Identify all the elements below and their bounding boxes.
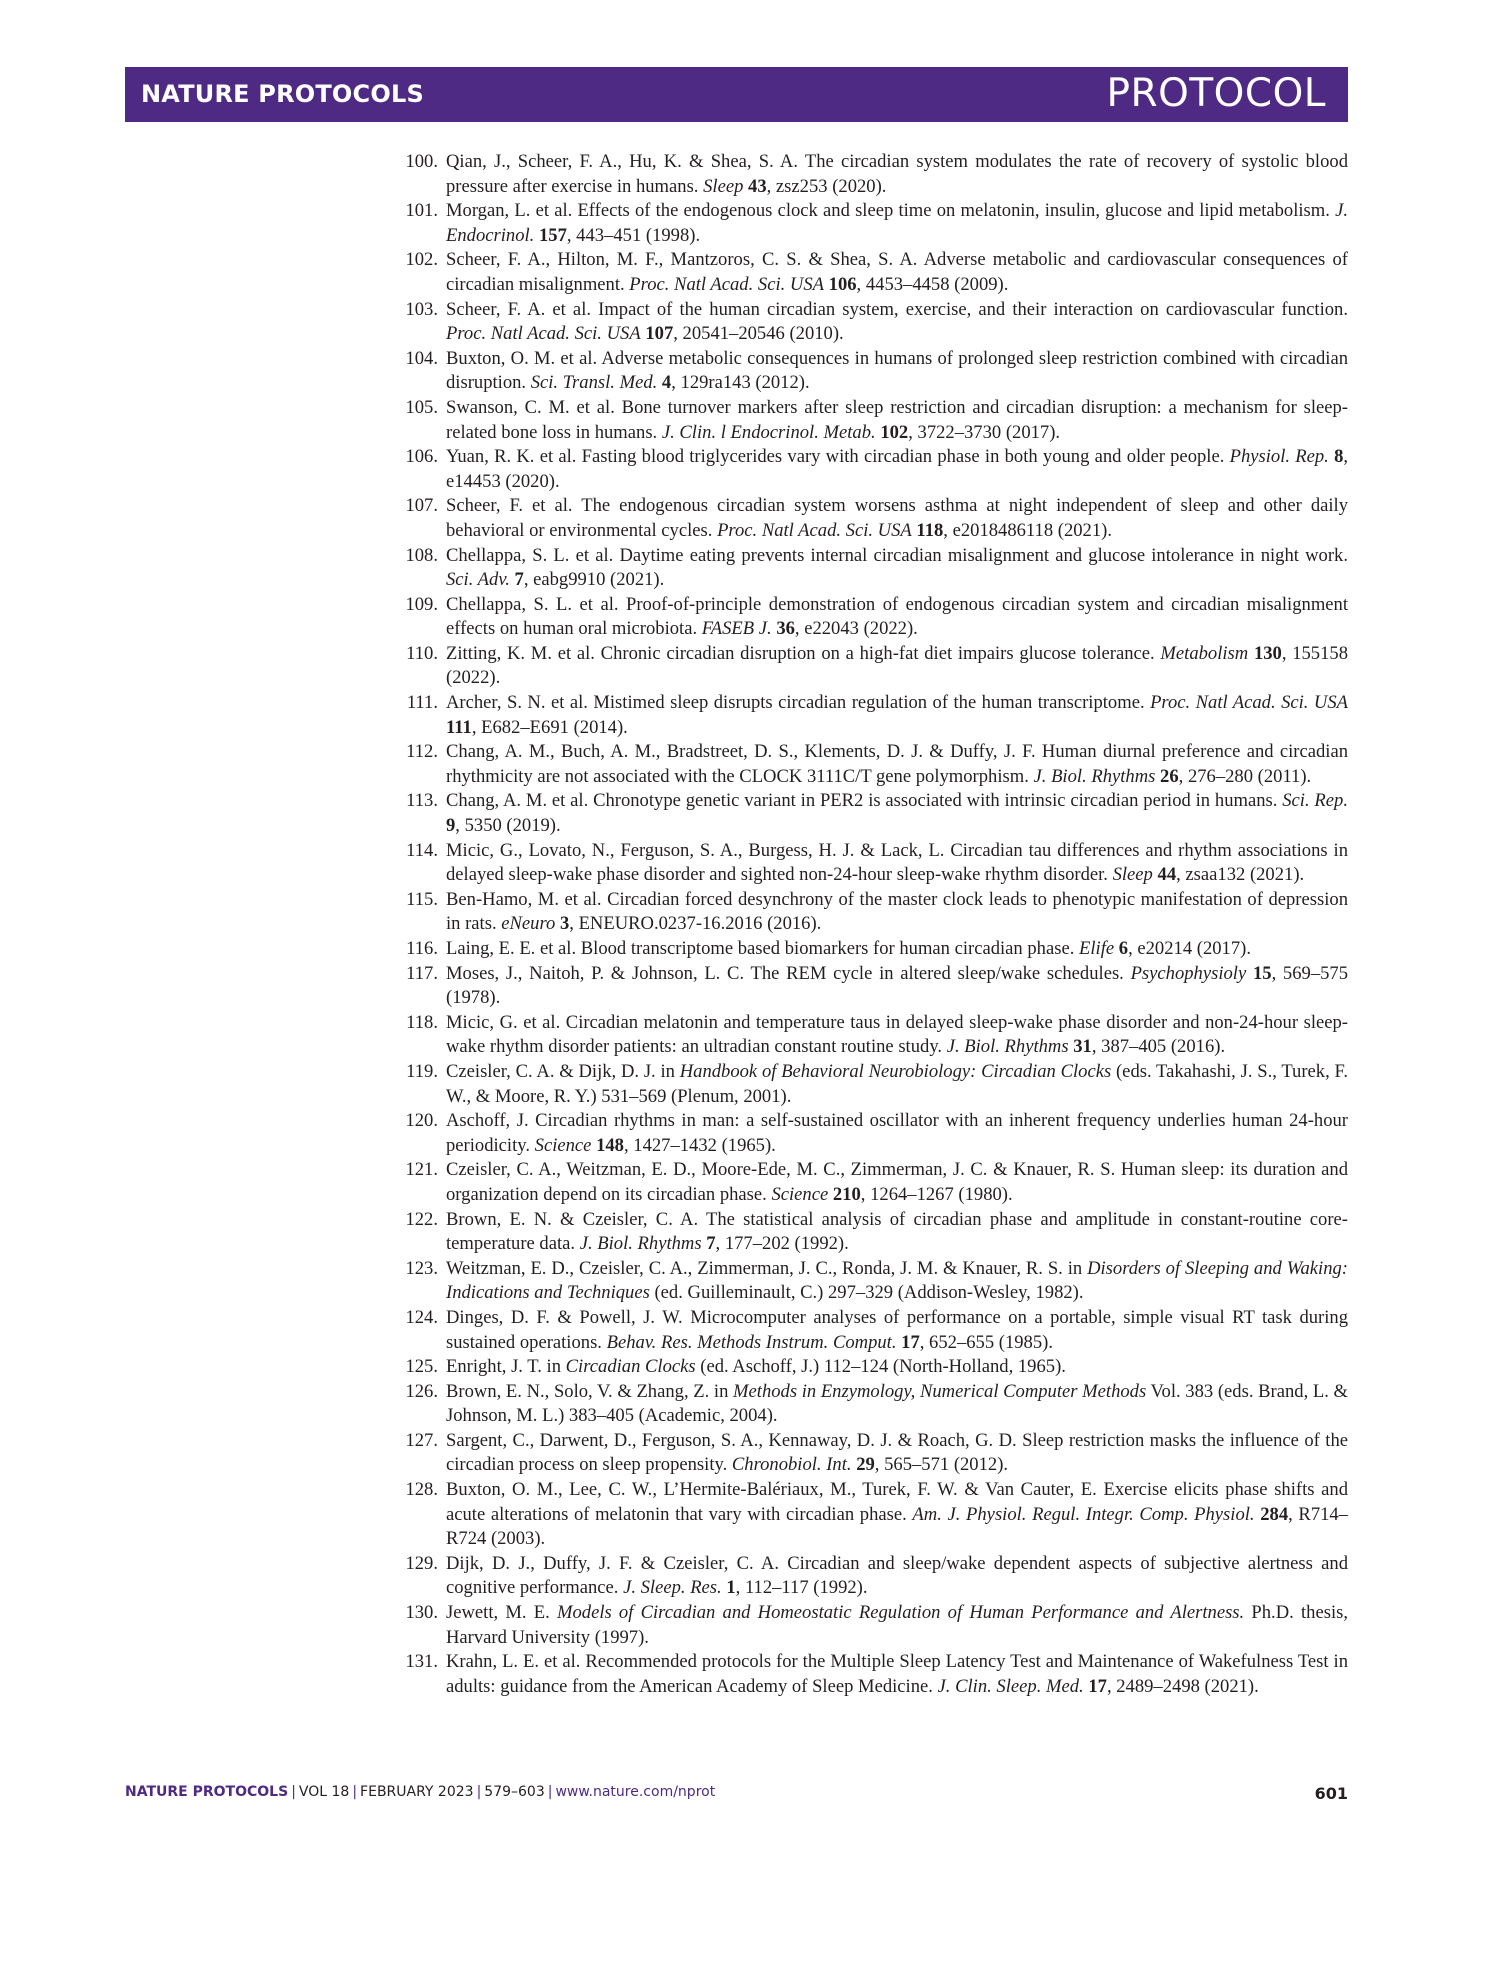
reference-item	[400, 396, 1348, 445]
reference-text: Chellappa, S. L. et al. Proof-of-principle demonstration of endogenous circadian system and circadian misalignment effects on human oral microbiota.	[446, 593, 1348, 640]
reference-item	[400, 691, 1348, 740]
reference-text: , 276–280 (2011).	[1178, 765, 1312, 787]
reference-journal-title: Metabolism	[1160, 642, 1249, 664]
reference-text: , e14453 (2020).	[446, 446, 1349, 492]
reference-item	[400, 199, 1348, 248]
reference-text: Czeisler, C. A., Weitzman, E. D., Moore-Ede, M. C., Zimmerman, J. C. & Knauer, R. S. Human sleep: its duration and organization depend on its circadian phase.	[446, 1159, 1348, 1205]
reference-number: 107.	[405, 495, 438, 517]
reference-item	[400, 1109, 1348, 1158]
reference-text: (ed. Aschoff, J.) 112–124 (North-Holland, 1965).	[695, 1356, 1066, 1378]
reference-number: 108.	[405, 544, 438, 566]
reference-item	[400, 1429, 1348, 1478]
footer-separator: |	[352, 1784, 358, 1800]
reference-text: , 3722–3730 (2017).	[908, 421, 1061, 443]
reference-journal-title: Science	[771, 1183, 829, 1205]
reference-number: 106.	[405, 446, 438, 468]
reference-number: 102.	[405, 249, 438, 271]
reference-journal-title: Behav. Res. Methods Instrum. Comput.	[606, 1331, 897, 1353]
reference-journal-title: Proc. Natl Acad. Sci. USA	[446, 323, 641, 345]
reference-journal-title: Sci. Transl. Med.	[530, 372, 658, 394]
reference-volume: 31	[1073, 1036, 1092, 1058]
reference-volume: 9	[446, 815, 456, 837]
reference-text: Buxton, O. M., Lee, C. W., L’Hermite-Balériaux, M., Turek, F. W. & Van Cauter, E. Exercise elicits phase shifts and acute alterations of melatonin that vary with circadian phase.	[446, 1479, 1348, 1525]
reference-text: , 5350 (2019).	[455, 815, 561, 837]
reference-text: , zsz253 (2020).	[766, 175, 887, 197]
reference-text: Chellappa, S. L. et al. Daytime eating prevents internal circadian misalignment and glucose intolerance in night work.	[446, 544, 1348, 566]
reference-number: 125.	[405, 1356, 438, 1378]
reference-text: Buxton, O. M. et al. Adverse metabolic consequences in humans of prolonged sleep restriction combined with circadian disruption.	[446, 347, 1348, 394]
reference-number: 121.	[405, 1159, 438, 1181]
reference-text: Micic, G., Lovato, N., Ferguson, S. A., Burgess, H. J. & Lack, L. Circadian tau differences and rhythm associations in delayed sleep-wake phase disorder and sighted non-24-hour sleep-wake rhythm disorder.	[446, 839, 1348, 886]
reference-text: Jewett, M. E.	[446, 1602, 557, 1624]
reference-journal-title: Methods in Enzymology, Numerical Computer Methods	[733, 1380, 1147, 1402]
reference-item	[400, 789, 1348, 838]
journal-header-bar	[125, 67, 1348, 122]
reference-journal-title: Sci. Rep.	[1282, 790, 1348, 812]
reference-item	[400, 248, 1348, 297]
reference-item	[400, 347, 1348, 396]
reference-journal-title: Physiol. Rep.	[1229, 446, 1329, 468]
reference-text: Dinges, D. F. & Powell, J. W. Microcomputer analyses of performance on a portable, simple visual RT task during sustained operations.	[446, 1306, 1348, 1353]
reference-journal-title: Science	[534, 1134, 592, 1156]
reference-volume: 36	[776, 618, 795, 640]
reference-text: Laing, E. E. et al. Blood transcriptome based biomarkers for human circadian phase.	[446, 938, 1080, 959]
reference-text: Morgan, L. et al. Effects of the endogenous clock and sleep time on melatonin, insulin, glucose and lipid metabolism.	[446, 200, 1336, 222]
reference-text: , 177–202 (1992).	[715, 1233, 849, 1255]
reference-text: , ENEURO.0237-16.2016 (2016).	[569, 913, 822, 935]
reference-text: Ben-Hamo, M. et al. Circadian forced desynchrony of the master clock leads to phenotypic manifestation of depression in rats.	[446, 888, 1348, 935]
reference-journal-title: Sci. Adv.	[446, 569, 510, 591]
footer-volume: VOL 18	[298, 1784, 350, 1800]
reference-text: , 1264–1267 (1980).	[860, 1183, 1013, 1205]
reference-text: , 652–655 (1985).	[919, 1331, 1053, 1353]
reference-number: 118.	[406, 1011, 438, 1033]
reference-journal-title: Proc. Natl Acad. Sci. USA	[717, 519, 912, 541]
reference-item	[400, 1011, 1348, 1060]
footer-separator: |	[291, 1784, 296, 1800]
reference-text: (ed. Guilleminault, C.) 297–329 (Addison-Wesley, 1982).	[649, 1282, 1084, 1304]
reference-item	[400, 298, 1348, 347]
reference-text: Archer, S. N. et al. Mistimed sleep disrupts circadian regulation of the human transcriptome.	[446, 692, 1151, 714]
reference-number: 113.	[406, 790, 438, 812]
reference-volume: 284	[1260, 1503, 1289, 1525]
reference-item	[400, 839, 1348, 888]
reference-volume: 148	[596, 1134, 624, 1156]
reference-item	[400, 494, 1348, 543]
reference-number: 129.	[405, 1552, 438, 1574]
reference-item	[400, 150, 1348, 199]
reference-number: 122.	[405, 1208, 438, 1230]
footer-separator: |	[476, 1784, 482, 1800]
reference-item	[400, 1208, 1348, 1257]
reference-list	[400, 150, 1348, 1699]
reference-journal-title: Elife	[1079, 938, 1115, 959]
reference-text: Brown, E. N. & Czeisler, C. A. The statistical analysis of circadian phase and amplitude in constant-routine core-temperature data.	[446, 1208, 1348, 1255]
reference-number: 101.	[405, 200, 438, 222]
reference-volume: 111	[446, 716, 472, 738]
reference-item	[400, 1380, 1348, 1429]
reference-text: , 565–571 (2012).	[874, 1454, 1009, 1476]
reference-volume: 7	[514, 569, 524, 591]
reference-text: , 2489–2498 (2021).	[1106, 1675, 1259, 1697]
reference-number: 131.	[405, 1651, 438, 1673]
reference-text: Sargent, C., Darwent, D., Ferguson, S. A., Kennaway, D. J. & Roach, G. D. Sleep restriction masks the influence of the circadian process on sleep propensity.	[446, 1429, 1348, 1476]
reference-volume: 210	[832, 1183, 861, 1205]
reference-text: Dijk, D. J., Duffy, J. F. & Czeisler, C. A. Circadian and sleep/wake dependent aspects of subjective alertness and cognitive performance.	[446, 1552, 1348, 1599]
reference-number: 111.	[406, 692, 438, 714]
reference-volume: 17	[1088, 1675, 1107, 1697]
reference-text: Chang, A. M., Buch, A. M., Bradstreet, D. S., Klements, D. J. & Duffy, J. F. Human diurnal preference and circadian rhythmicity are not associated with the CLOCK 3111C/T gene polymorphism.	[446, 741, 1348, 787]
reference-text: , eabg9910 (2021).	[523, 569, 665, 591]
reference-text: , 4453–4458 (2009).	[856, 273, 1009, 295]
reference-journal-title: Am. J. Physiol. Regul. Integr. Comp. Physiol.	[912, 1503, 1255, 1525]
reference-volume: 118	[916, 519, 944, 541]
reference-item	[400, 642, 1348, 691]
reference-item	[400, 1355, 1348, 1380]
reference-volume: 7	[706, 1233, 716, 1255]
reference-number: 104.	[405, 347, 438, 369]
reference-number: 100.	[405, 151, 438, 172]
reference-journal-title: Models of Circadian and Homeostatic Regulation of Human Performance and Alertness.	[556, 1602, 1245, 1624]
reference-item	[400, 1060, 1348, 1109]
reference-text: Swanson, C. M. et al. Bone turnover markers after sleep restriction and circadian disruption: a mechanism for sleep-related bone loss in humans.	[446, 396, 1348, 443]
reference-number: 112.	[406, 741, 438, 763]
reference-item	[400, 1306, 1348, 1355]
reference-text: Scheer, F. A. et al. Impact of the human circadian system, exercise, and their interaction on cardiovascular function.	[446, 298, 1348, 320]
reference-volume: 130	[1253, 642, 1282, 664]
reference-item	[400, 544, 1348, 593]
reference-journal-title: Chronobiol. Int.	[731, 1454, 852, 1476]
reference-journal-title: Sleep	[703, 175, 744, 197]
reference-text: Micic, G. et al. Circadian melatonin and temperature taus in delayed sleep-wake phase disorder and non-24-hour sleep-wake rhythm disorder patients: an ultradian constant routine study.	[446, 1011, 1348, 1058]
reference-number: 119.	[406, 1060, 438, 1082]
reference-number: 126.	[405, 1380, 438, 1402]
reference-journal-title: J. Clin. Sleep. Med.	[937, 1675, 1084, 1697]
reference-text: Chang, A. M. et al. Chronotype genetic variant in PER2 is associated with intrinsic circadian period in humans.	[446, 790, 1283, 812]
reference-number: 105.	[405, 396, 438, 418]
page-number: 601	[1314, 1784, 1348, 1803]
reference-text: Zitting, K. M. et al. Chronic circadian disruption on a high-fat diet impairs glucose tolerance.	[446, 642, 1161, 664]
reference-item	[400, 1478, 1348, 1552]
reference-journal-title: J. Biol. Rhythms	[579, 1233, 702, 1255]
reference-item	[400, 888, 1348, 937]
reference-number: 123.	[405, 1257, 438, 1279]
reference-text: Vol. 383 (eds. Brand, L. & Johnson, M. L.) 383–405 (Academic, 2004).	[446, 1380, 1348, 1427]
reference-item	[400, 1552, 1348, 1601]
footer-journal-name: NATURE PROTOCOLS	[125, 1784, 289, 1800]
reference-text: Moses, J., Naitoh, P. & Johnson, L. C. The REM cycle in altered sleep/wake schedules.	[446, 962, 1131, 984]
reference-volume: 3	[559, 913, 570, 935]
reference-item	[400, 1650, 1348, 1699]
reference-volume: 157	[538, 224, 567, 246]
reference-text: , E682–E691 (2014).	[471, 716, 628, 738]
reference-item	[400, 593, 1348, 642]
reference-journal-title: Circadian Clocks	[565, 1356, 696, 1378]
article-type-label: PROTOCOL	[1106, 71, 1326, 116]
reference-number: 115.	[406, 888, 438, 910]
reference-text: , 1427–1432 (1965).	[623, 1134, 776, 1156]
reference-text: (eds. Takahashi, J. S., Turek, F. W., & Moore, R. Y.) 531–569 (Plenum, 2001).	[446, 1060, 1348, 1107]
reference-journal-title: FASEB J.	[701, 618, 772, 640]
reference-journal-title: Sleep	[1112, 864, 1153, 886]
reference-item	[400, 1158, 1348, 1207]
reference-number: 116.	[406, 938, 438, 959]
reference-number: 130.	[405, 1602, 438, 1624]
reference-text: Yuan, R. K. et al. Fasting blood triglycerides vary with circadian phase in both young and older people.	[446, 446, 1230, 468]
footer-separator: |	[547, 1784, 553, 1800]
reference-text: , R714–R724 (2003).	[446, 1503, 1349, 1550]
reference-text: Weitzman, E. D., Czeisler, C. A., Zimmerman, J. C., Ronda, J. M. & Knauer, R. S. in	[446, 1257, 1088, 1279]
reference-number: 117.	[406, 962, 438, 984]
reference-text: , e2018486118 (2021).	[943, 519, 1112, 541]
reference-number: 128.	[405, 1479, 438, 1501]
reference-journal-title: Proc. Natl Acad. Sci. USA	[629, 273, 824, 295]
reference-item	[400, 740, 1348, 789]
reference-volume: 107	[645, 323, 674, 345]
reference-text: Brown, E. N., Solo, V. & Zhang, Z. in	[446, 1380, 734, 1402]
reference-number: 110.	[406, 642, 438, 664]
reference-journal-title: J. Endocrinol.	[446, 200, 1348, 246]
reference-number: 120.	[405, 1110, 438, 1132]
reference-journal-title: eNeuro	[501, 913, 556, 935]
reference-text: , 569–575 (1978).	[446, 962, 1349, 1009]
reference-journal-title: Handbook of Behavioral Neurobiology: Circadian Clocks	[679, 1060, 1112, 1082]
reference-journal-title: J. Sleep. Res.	[623, 1577, 722, 1599]
journal-name: NATURE PROTOCOLS	[141, 80, 424, 108]
reference-text: , 20541–20546 (2010).	[673, 323, 844, 345]
reference-text: , 443–451 (1998).	[566, 224, 701, 246]
reference-text: , e20214 (2017).	[1128, 938, 1251, 959]
reference-volume: 29	[856, 1454, 875, 1476]
reference-item	[400, 962, 1348, 1011]
footer-journal-link[interactable]: www.nature.com/nprot	[555, 1784, 716, 1800]
reference-volume: 1	[726, 1577, 736, 1599]
reference-volume: 17	[901, 1331, 920, 1353]
reference-text	[1246, 963, 1253, 984]
reference-text: Scheer, F. et al. The endogenous circadian system worsens asthma at night independent of sleep and other daily behavioral or environmental cycles.	[446, 495, 1348, 541]
reference-number: 109.	[405, 593, 438, 615]
reference-text: , e22043 (2022).	[794, 618, 918, 640]
reference-volume: 102	[880, 421, 909, 443]
reference-text: , 155158 (2022).	[446, 642, 1348, 689]
reference-journal-title: Disorders of Sleeping and Waking: Indications and Techniques	[446, 1257, 1348, 1304]
reference-text: Scheer, F. A., Hilton, M. F., Mantzoros, C. S. & Shea, S. A. Adverse metabolic and cardiovascular consequences of circadian misalignment.	[446, 249, 1348, 295]
reference-number: 114.	[406, 839, 438, 861]
footer-issue-date: FEBRUARY 2023	[360, 1784, 474, 1800]
reference-item	[400, 1601, 1348, 1650]
reference-text: Enright, J. T. in	[446, 1356, 566, 1378]
reference-volume: 44	[1157, 864, 1177, 886]
reference-number: 124.	[405, 1306, 438, 1328]
reference-text: Aschoff, J. Circadian rhythms in man: a self-sustained oscillator with an inherent frequency underlies human 24-hour periodicity.	[446, 1110, 1348, 1156]
reference-text: , 129ra143 (2012).	[671, 372, 810, 394]
reference-text: Czeisler, C. A. & Dijk, D. J. in	[446, 1060, 680, 1082]
reference-volume: 15	[1252, 962, 1272, 984]
reference-item	[400, 937, 1348, 962]
reference-text: Krahn, L. E. et al. Recommended protocols for the Multiple Sleep Latency Test and Maintenance of Wakefulness Test in adults: guidance from the American Academy of Sleep Medicine.	[446, 1651, 1348, 1697]
reference-text: , zsaa132 (2021).	[1176, 864, 1305, 886]
reference-volume: 4	[661, 372, 672, 394]
reference-text: , 387–405 (2016).	[1091, 1036, 1226, 1058]
reference-item	[400, 445, 1348, 494]
reference-text: , 112–117 (1992).	[735, 1577, 868, 1599]
reference-number: 103.	[405, 298, 438, 320]
reference-journal-title: J. Biol. Rhythms	[1033, 765, 1156, 787]
reference-journal-title: Proc. Natl Acad. Sci. USA	[1150, 692, 1348, 714]
reference-volume: 26	[1160, 765, 1179, 787]
reference-volume: 106	[828, 273, 857, 295]
reference-journal-title: J. Biol. Rhythms	[946, 1036, 1069, 1058]
reference-volume: 6	[1118, 938, 1129, 959]
reference-journal-title: J. Clin. l Endocrinol. Metab.	[661, 421, 876, 443]
reference-item	[400, 1257, 1348, 1306]
reference-text: Qian, J., Scheer, F. A., Hu, K. & Shea, S. A. The circadian system modulates the rate of recovery of systolic blood pressure after exercise in humans.	[446, 151, 1348, 197]
reference-number: 127.	[405, 1429, 438, 1451]
reference-journal-title: Psychophysioly	[1130, 962, 1247, 984]
reference-text: Ph.D. thesis, Harvard University (1997).	[446, 1602, 1348, 1648]
reference-volume: 8	[1334, 446, 1344, 468]
page-footer	[125, 1784, 1348, 1803]
reference-volume: 43	[748, 175, 767, 197]
footer-page-range: 579–603	[484, 1784, 545, 1800]
